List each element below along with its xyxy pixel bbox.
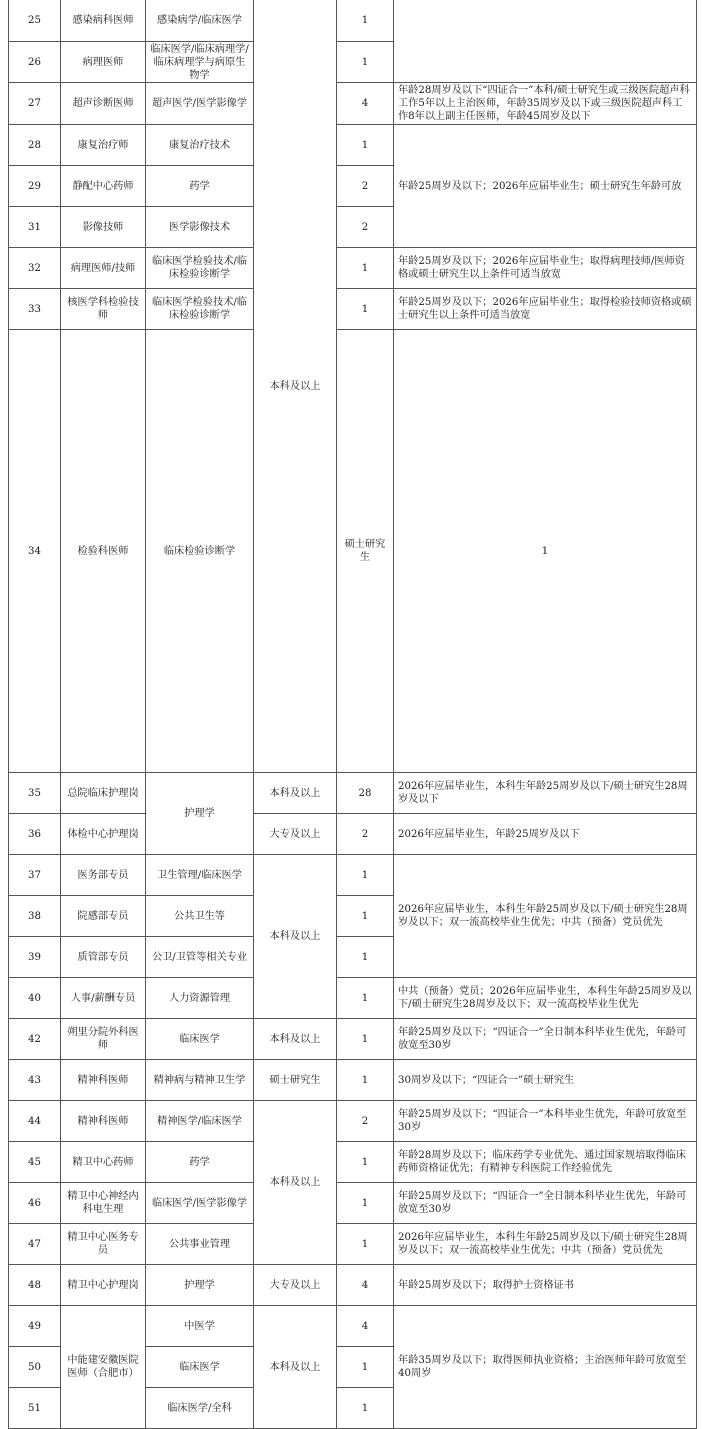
headcount: 2 [337,207,394,248]
table-row [9,248,697,289]
row-number: 35 [9,773,61,814]
row-number: 51 [9,1388,61,1429]
requirements: 年龄25周岁及以下；2026年应届毕业生；取得病理技师/医师资格或硕士研究生以上条件可适当放宽 [394,248,697,289]
position-title: 体检中心护理岗 [61,814,146,855]
table-row [9,0,697,42]
table-row [9,1306,697,1347]
headcount: 4 [337,83,394,125]
headcount: 4 [337,1265,394,1306]
major: 医学影像技术 [146,207,254,248]
major: 精神病与精神卫生学 [146,1060,254,1101]
table-row [9,1101,697,1142]
row-number: 49 [9,1306,61,1347]
education: 硕士研究生 [254,1060,337,1101]
requirements: 年龄25周岁及以下；“四证合一”全日制本科毕业生优先，年龄可放宽至30岁 [394,1183,697,1224]
position-title: 康复治疗师 [61,125,146,166]
table-row [9,125,697,166]
major: 人力资源管理 [146,978,254,1019]
position-title: 病理医师 [61,42,146,83]
table-row [9,1265,697,1306]
major: 临床检验诊断学 [146,330,254,773]
headcount: 1 [337,1183,394,1224]
major: 药学 [146,166,254,207]
row-number: 25 [9,0,61,42]
education: 本科及以上 [254,773,337,814]
position-title: 超声诊断医师 [61,83,146,125]
position-title: 总院临床护理岗 [61,773,146,814]
position-title: 人事/薪酬专员 [61,978,146,1019]
position-title: 精神科医师 [61,1060,146,1101]
position-title: 检验科医师 [61,330,146,773]
table-row [9,1224,697,1265]
row-number: 32 [9,248,61,289]
table-row [9,1019,697,1060]
row-number: 42 [9,1019,61,1060]
headcount: 2 [337,166,394,207]
education: 本科及以上 [254,1101,337,1265]
position-title: 院感部专员 [61,896,146,937]
row-number: 46 [9,1183,61,1224]
table-row [9,814,697,855]
headcount: 1 [337,937,394,978]
requirements [394,0,697,83]
position-title: 质管部专员 [61,937,146,978]
requirements: 2026年应届毕业生，本科生年龄25周岁及以下/硕士研究生28周岁及以下；双一流高校毕业生优先；中共（预备）党员优先 [394,855,697,978]
table-row [9,330,697,773]
headcount: 2 [337,814,394,855]
row-number: 36 [9,814,61,855]
headcount: 2 [337,1101,394,1142]
row-number: 27 [9,83,61,125]
requirements: 年龄25周岁及以下；2026年应届毕业生；硕士研究生年龄可放 [394,125,697,248]
major: 临床医学 [146,1347,254,1388]
headcount: 1 [337,855,394,896]
table-row [9,289,697,330]
row-number: 43 [9,1060,61,1101]
position-title: 医务部专员 [61,855,146,896]
major: 临床医学/医学影像学 [146,1183,254,1224]
position-title: 精卫中心护理岗 [61,1265,146,1306]
row-number: 31 [9,207,61,248]
major: 临床医学/全科 [146,1388,254,1429]
table-row [9,773,697,814]
position-title: 静配中心药师 [61,166,146,207]
row-number: 26 [9,42,61,83]
row-number: 37 [9,855,61,896]
table-row [9,1183,697,1224]
education: 本科及以上 [254,855,337,1019]
row-number: 48 [9,1265,61,1306]
row-number: 45 [9,1142,61,1183]
row-number: 50 [9,1347,61,1388]
requirements: 年龄25周岁及以下；“四证合一”全日制本科毕业生优先，年龄可放宽至30岁 [394,1019,697,1060]
major: 临床医学 [146,1019,254,1060]
row-number: 44 [9,1101,61,1142]
requirements: 中共（预备）党员；2026年应届毕业生，本科生年龄25周岁及以下/硕士研究生28周岁及以下；双一流高校毕业生优先 [394,978,697,1019]
requirements: 年龄25周岁及以下；取得护士资格证书 [394,1265,697,1306]
headcount: 1 [337,289,394,330]
education: 本科及以上 [254,1019,337,1060]
major: 感染病学/临床医学 [146,0,254,42]
major: 临床医学检验技术/临床检验诊断学 [146,248,254,289]
major: 公共事业管理 [146,1224,254,1265]
position-title: 影像技师 [61,207,146,248]
requirements: 2026年应届毕业生，本科生年龄25周岁及以下/硕士研究生28周岁及以下；双一流高校毕业生优先；中共（预备）党员优先 [394,1224,697,1265]
headcount: 1 [337,1224,394,1265]
education: 大专及以上 [254,1265,337,1306]
requirements: 年龄28周岁及以下“四证合一”本科/硕士研究生或三级医院超声科工作5年以上主治医师，年龄35周岁及以下或三级医院超声科工作8年以上副主任医师，年龄45周岁及以下 [394,83,697,125]
education: 本科及以上 [254,0,337,773]
row-number: 39 [9,937,61,978]
requirements: 年龄25周岁及以下；2026年应届毕业生；取得检验技师资格或硕士研究生以上条件可适当放宽 [394,289,697,330]
headcount: 1 [337,1388,394,1429]
headcount: 1 [337,0,394,42]
headcount: 1 [337,125,394,166]
headcount: 4 [337,1306,394,1347]
major: 临床医学/临床病理学/临床病理学与病原生物学 [146,42,254,83]
row-number: 40 [9,978,61,1019]
position-title: 感染病科医师 [61,0,146,42]
headcount: 1 [337,1142,394,1183]
headcount: 28 [337,773,394,814]
recruitment-table [8,0,697,1429]
major: 卫生管理/临床医学 [146,855,254,896]
education: 大专及以上 [254,814,337,855]
row-number: 38 [9,896,61,937]
requirements: 年龄35周岁及以下；取得医师执业资格；主治医师年龄可放宽至40周岁 [394,1306,697,1429]
table-row [9,83,697,125]
headcount: 1 [337,896,394,937]
headcount: 1 [337,1060,394,1101]
position-title: 朔里分院外科医师 [61,1019,146,1060]
major: 公卫/卫管等相关专业 [146,937,254,978]
headcount: 1 [337,248,394,289]
row-number: 34 [9,330,61,773]
table-row [9,978,697,1019]
requirements: 2026年应届毕业生，年龄25周岁及以下 [394,814,697,855]
position-title: 核医学科检验技师 [61,289,146,330]
major: 精神医学/临床医学 [146,1101,254,1142]
requirements: 2026年应届毕业生，本科生年龄25周岁及以下/硕士研究生28周岁及以下 [394,773,697,814]
major: 超声医学/医学影像学 [146,83,254,125]
row-number: 47 [9,1224,61,1265]
position-title: 精卫中心医务专员 [61,1224,146,1265]
headcount: 1 [394,330,697,773]
major: 中医学 [146,1306,254,1347]
requirements: 年龄28周岁及以下；临床药学专业优先、通过国家规培取得临床药师资格证优先；有精神专科医院工作经验优先 [394,1142,697,1183]
row-number: 33 [9,289,61,330]
table-row [9,1060,697,1101]
table-row [9,1142,697,1183]
requirements: 30周岁及以下；“四证合一”硕士研究生 [394,1060,697,1101]
major: 护理学 [146,1265,254,1306]
major: 药学 [146,1142,254,1183]
position-title: 中能建安徽医院医师（合肥市） [61,1306,146,1429]
headcount: 1 [337,42,394,83]
headcount: 1 [337,978,394,1019]
education: 本科及以上 [254,1306,337,1429]
major: 临床医学检验技术/临床检验诊断学 [146,289,254,330]
position-title: 精神科医师 [61,1101,146,1142]
position-title: 病理医师/技师 [61,248,146,289]
table-row [9,855,697,896]
headcount: 1 [337,1347,394,1388]
major: 康复治疗技术 [146,125,254,166]
position-title: 精卫中心神经内科电生理 [61,1183,146,1224]
education: 硕士研究生 [337,330,394,773]
row-number: 29 [9,166,61,207]
position-title: 精卫中心药师 [61,1142,146,1183]
major: 公共卫生等 [146,896,254,937]
row-number: 28 [9,125,61,166]
major: 护理学 [146,773,254,855]
headcount: 1 [337,1019,394,1060]
requirements: 年龄25周岁及以下；“四证合一”本科毕业生优先，年龄可放宽至30岁 [394,1101,697,1142]
